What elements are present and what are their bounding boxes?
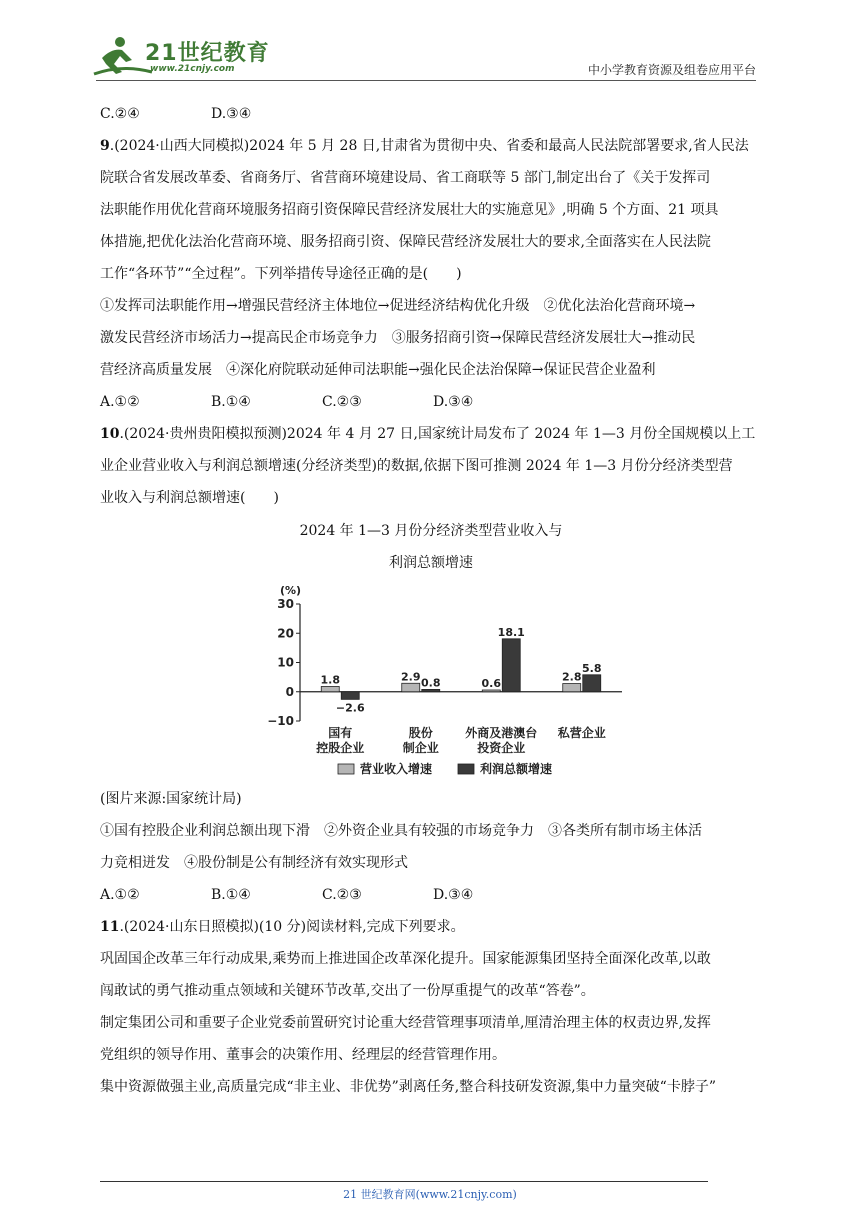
footer-link[interactable]: 21 世纪教育网(www.21cnjy.com) bbox=[343, 1188, 517, 1201]
data-label: 0.6 bbox=[481, 676, 501, 690]
category-label: 外商及港澳台 bbox=[465, 726, 538, 740]
q9-line: 工作“各环节”“全过程”。下列举措传导途径正确的是( ) bbox=[100, 266, 462, 282]
option-c: C.②④ bbox=[100, 106, 140, 122]
bar-profit bbox=[583, 675, 601, 692]
bar-revenue bbox=[402, 683, 420, 691]
option-c: C.②③ bbox=[322, 394, 362, 410]
logo-url: www.21cnjy.com bbox=[150, 64, 235, 74]
y-tick-label: 20 bbox=[277, 626, 294, 641]
q11-line: 集中资源做强主业,高质量完成“非主业、非优势”剥离任务,整合科技研发资源,集中力量突破“卡脖子” bbox=[100, 1079, 716, 1095]
q11-line: 闯敢试的勇气推动重点领域和关键环节改革,交出了一份厚重提气的改革“答卷”。 bbox=[100, 983, 595, 999]
document-body bbox=[100, 98, 762, 1103]
q10-statement: ①国有控股企业利润总额出现下滑 ②外资企业具有较强的市场竞争力 ③各类所有制市场主体活 bbox=[100, 823, 702, 839]
option-b: B.①④ bbox=[211, 394, 251, 410]
option-a: A.①② bbox=[100, 887, 140, 903]
bar-profit bbox=[502, 639, 520, 692]
question-number: 10 bbox=[100, 426, 120, 442]
data-label: −2.6 bbox=[335, 701, 365, 715]
chart-title-2: 利润总额增速 bbox=[389, 555, 473, 571]
q9-line: 9.(2024·山西大同模拟)2024 年 5 月 28 日,甘肃省为贯彻中央、省委和最高人民法院部署要求,省人民法 bbox=[100, 138, 749, 154]
q10-line: 10.(2024·贵州贵阳模拟预测)2024 年 4 月 27 日,国家统计局发布了 2024 年 1—3 月份全国规模以上工 bbox=[100, 426, 756, 442]
data-label: 5.8 bbox=[582, 661, 602, 675]
q9-options bbox=[100, 386, 762, 418]
option-d: D.③④ bbox=[433, 887, 474, 903]
data-label: 2.8 bbox=[562, 670, 582, 684]
legend-label: 利润总额增速 bbox=[480, 762, 553, 776]
bar-profit bbox=[422, 689, 440, 691]
option-b: B.①④ bbox=[211, 887, 251, 903]
chart-title: 2024 年 1—3 月份分经济类型营业收入与 bbox=[299, 523, 563, 539]
category-label: 制企业 bbox=[402, 741, 439, 755]
question-9 bbox=[100, 130, 762, 418]
bar-profit bbox=[341, 692, 359, 700]
category-label: 控股企业 bbox=[316, 741, 365, 755]
footer-divider bbox=[100, 1181, 708, 1182]
question-number: 11 bbox=[100, 919, 120, 935]
q10-statement: 力竞相迸发 ④股份制是公有制经济有效实现形式 bbox=[100, 855, 408, 871]
data-label: 18.1 bbox=[497, 625, 525, 639]
q10-line: 业收入与利润总额增速( ) bbox=[100, 490, 279, 506]
question-10 bbox=[100, 418, 762, 911]
bar-revenue bbox=[321, 686, 339, 691]
bar-revenue bbox=[482, 690, 500, 692]
y-tick-label: 0 bbox=[285, 684, 294, 699]
option-a: A.①② bbox=[100, 394, 140, 410]
q11-line: 巩固国企改革三年行动成果,乘势而上推进国企改革深化提升。国家能源集团坚持全面深化改革,以敢 bbox=[100, 951, 711, 967]
legend-swatch bbox=[338, 764, 354, 774]
chart-svg bbox=[100, 578, 762, 783]
q11-line: 制定集团公司和重要子企业党委前置研究讨论重大经营管理事项清单,厘清治理主体的权责边界,发挥 bbox=[100, 1015, 711, 1031]
logo-text: 21世纪教育 bbox=[145, 41, 270, 66]
platform-name: 中小学教育资源及组卷应用平台 bbox=[587, 63, 756, 77]
y-tick-label: −10 bbox=[267, 714, 294, 728]
q9-line: 体措施,把优化法治化营商环境、服务招商引资、保障民营经济发展壮大的要求,全面落实在人民法院 bbox=[100, 234, 711, 250]
data-label: 1.8 bbox=[320, 673, 340, 687]
option-d: D.③④ bbox=[433, 394, 474, 410]
option-c: C.②③ bbox=[322, 887, 362, 903]
q9-line: 激发民营经济市场活力→提高民企市场竞争力 ③服务招商引资→保障民营经济发展壮大→推动民 bbox=[100, 330, 696, 346]
legend-label: 营业收入增速 bbox=[360, 762, 433, 776]
category-label: 股份 bbox=[408, 726, 433, 740]
data-label: 0.8 bbox=[421, 676, 441, 690]
question-11 bbox=[100, 911, 762, 1103]
legend-swatch bbox=[458, 764, 474, 774]
y-tick-label: 30 bbox=[277, 597, 294, 611]
q10-line: 业企业营业收入与利润总额增速(分经济类型)的数据,依据下图可推测 2024 年 1—3 月份分经济类型营 bbox=[100, 458, 733, 474]
header-divider bbox=[96, 80, 756, 81]
category-label: 国有 bbox=[328, 726, 353, 740]
question-number: 9 bbox=[100, 138, 110, 154]
chart-source: (图片来源:国家统计局) bbox=[100, 791, 242, 807]
bar-chart bbox=[100, 578, 762, 783]
q9-line: 法职能作用优化营商环境服务招商引资保障民营经济发展壮大的实施意见》,明确 5 个方面、21 项具 bbox=[100, 202, 719, 218]
q9-line: ①发挥司法职能作用→增强民营经济主体地位→促进经济结构优化升级 ②优化法治化营商环境→ bbox=[100, 298, 696, 314]
y-tick-label: 10 bbox=[277, 655, 294, 670]
page-header bbox=[0, 0, 860, 90]
category-label: 投资企业 bbox=[477, 741, 526, 755]
q8-options bbox=[100, 98, 762, 130]
y-axis-label: (%) bbox=[280, 584, 302, 597]
bar-revenue bbox=[563, 684, 581, 692]
q11-line: 党组织的领导作用、董事会的决策作用、经理层的经营管理作用。 bbox=[100, 1047, 506, 1063]
option-d: D.③④ bbox=[211, 106, 252, 122]
data-label: 2.9 bbox=[401, 670, 421, 684]
category-label: 私营企业 bbox=[557, 726, 606, 740]
q9-line: 院联合省发展改革委、省商务厅、省营商环境建设局、省工商联等 5 部门,制定出台了《关于发挥司 bbox=[100, 170, 711, 186]
q10-options bbox=[100, 879, 762, 911]
q9-line: 营经济高质量发展 ④深化府院联动延伸司法职能→强化民企法治保障→保证民营企业盈利 bbox=[100, 362, 656, 378]
q11-line: 11.(2024·山东日照模拟)(10 分)阅读材料,完成下列要求。 bbox=[100, 919, 465, 935]
